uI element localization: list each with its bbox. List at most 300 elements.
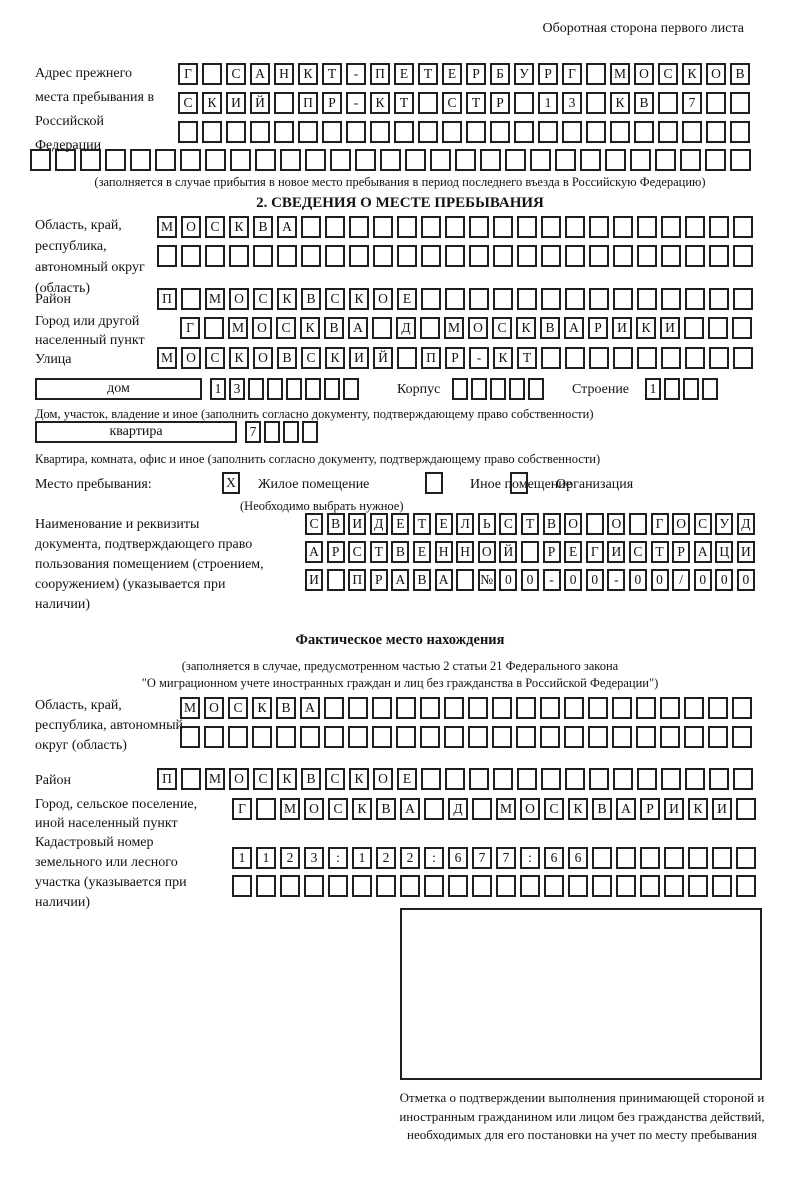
char-cell <box>592 875 612 897</box>
char-cell: Т <box>322 63 342 85</box>
char-cell <box>712 875 732 897</box>
char-cell <box>418 121 438 143</box>
char-cell: Р <box>543 541 561 563</box>
char-cell <box>430 149 451 171</box>
char-cell: С <box>226 63 246 85</box>
char-cell: 1 <box>352 847 372 869</box>
char-cell <box>302 421 318 443</box>
char-cell <box>514 121 534 143</box>
char-cell <box>424 875 444 897</box>
char-cell: С <box>629 541 647 563</box>
char-cell <box>468 726 488 748</box>
char-cell: 0 <box>651 569 669 591</box>
char-cell: С <box>328 798 348 820</box>
char-cell: 1 <box>210 378 226 400</box>
district-row <box>157 288 753 310</box>
char-cell <box>613 216 633 238</box>
prev-address-note: (заполняется в случае прибытия в новое место пребывания в период последнего въезда в Российскую Федерацию) <box>94 175 706 189</box>
char-cell <box>421 288 441 310</box>
char-cell <box>733 768 753 790</box>
char-cell: Т <box>517 347 537 369</box>
char-cell <box>283 421 299 443</box>
char-cell <box>204 726 224 748</box>
char-cell: Н <box>274 63 294 85</box>
stamp-area-box <box>400 908 762 1080</box>
char-cell: А <box>435 569 453 591</box>
char-cell: В <box>327 513 345 535</box>
char-cell: С <box>325 288 345 310</box>
char-cell <box>565 288 585 310</box>
prev-address-row-1 <box>178 63 750 85</box>
char-cell: К <box>516 317 536 339</box>
char-cell <box>445 288 465 310</box>
char-cell <box>685 288 705 310</box>
char-cell <box>661 245 681 267</box>
char-cell <box>466 121 486 143</box>
char-cell: А <box>250 63 270 85</box>
char-cell: Р <box>466 63 486 85</box>
char-cell: И <box>607 541 625 563</box>
char-cell <box>658 121 678 143</box>
char-cell: С <box>442 92 462 114</box>
char-cell: Т <box>418 63 438 85</box>
char-cell: Р <box>370 569 388 591</box>
char-cell: К <box>202 92 222 114</box>
char-cell: 0 <box>586 569 604 591</box>
char-cell <box>562 121 582 143</box>
char-cell <box>664 378 680 400</box>
char-cell <box>688 875 708 897</box>
char-cell <box>732 317 752 339</box>
ownership-doc-label: Наименование и реквизиты документа, подтверждающего право пользования помещением (строением, сооружением) (указывается при наличии) <box>35 517 264 612</box>
prev-address-row-3 <box>178 121 750 143</box>
actual-city-label: Город, сельское поселение, иной населенный пункт <box>35 797 198 831</box>
char-cell: Д <box>737 513 755 535</box>
char-cell: К <box>682 63 702 85</box>
char-cell: Ь <box>478 513 496 535</box>
char-cell <box>421 245 441 267</box>
char-cell <box>349 216 369 238</box>
char-cell: М <box>157 347 177 369</box>
char-cell <box>205 149 226 171</box>
char-cell <box>421 216 441 238</box>
page-header-note: Оборотная сторона первого листа <box>542 21 744 36</box>
char-cell: - <box>469 347 489 369</box>
char-cell <box>472 798 492 820</box>
char-cell <box>280 875 300 897</box>
char-cell <box>658 92 678 114</box>
char-cell: У <box>514 63 534 85</box>
char-cell: П <box>370 63 390 85</box>
char-cell <box>180 149 201 171</box>
char-cell: 0 <box>521 569 539 591</box>
char-cell <box>661 216 681 238</box>
char-cell: 7 <box>245 421 261 443</box>
stay-type-checkbox-residential: X <box>222 472 240 494</box>
char-cell <box>685 347 705 369</box>
char-cell: С <box>325 768 345 790</box>
char-cell <box>709 216 729 238</box>
char-cell <box>736 798 756 820</box>
char-cell <box>661 768 681 790</box>
char-cell: Т <box>651 541 669 563</box>
char-cell <box>80 149 101 171</box>
char-cell: Т <box>413 513 431 535</box>
char-cell: О <box>253 347 273 369</box>
char-cell <box>280 149 301 171</box>
char-cell <box>706 121 726 143</box>
char-cell <box>636 697 656 719</box>
char-cell: О <box>252 317 272 339</box>
char-cell <box>277 245 297 267</box>
prev-address-row-4 <box>30 149 751 171</box>
char-cell: С <box>228 697 248 719</box>
char-cell <box>612 697 632 719</box>
char-cell: М <box>280 798 300 820</box>
prev-address-label: Адрес прежнего места пребывания в Российской Федерации <box>35 66 155 153</box>
char-cell: О <box>672 513 690 535</box>
char-cell <box>586 121 606 143</box>
char-cell: М <box>444 317 464 339</box>
char-cell: М <box>228 317 248 339</box>
cadastre-row-1 <box>232 847 756 869</box>
char-cell <box>327 569 345 591</box>
char-cell <box>730 149 751 171</box>
stay-type-checkbox-organization <box>510 472 528 494</box>
char-cell <box>256 798 276 820</box>
char-cell: Е <box>391 513 409 535</box>
char-cell <box>612 726 632 748</box>
char-cell <box>330 149 351 171</box>
char-cell <box>637 245 657 267</box>
char-cell <box>324 726 344 748</box>
char-cell: М <box>157 216 177 238</box>
char-cell: П <box>348 569 366 591</box>
char-cell: С <box>658 63 678 85</box>
char-cell <box>586 63 606 85</box>
char-cell: 0 <box>629 569 647 591</box>
char-cell <box>661 288 681 310</box>
char-cell: 0 <box>737 569 755 591</box>
char-cell: К <box>277 288 297 310</box>
char-cell <box>298 121 318 143</box>
char-cell <box>372 697 392 719</box>
char-cell <box>444 697 464 719</box>
char-cell <box>205 245 225 267</box>
stay-type-option-other-premises: Иное помещение <box>470 477 572 492</box>
city-label: Город или другой населенный пункт <box>35 314 145 348</box>
stay-type-option-residential: Жилое помещение <box>258 477 370 492</box>
char-cell: И <box>664 798 684 820</box>
char-cell: А <box>300 697 320 719</box>
char-cell <box>469 216 489 238</box>
char-cell: : <box>328 847 348 869</box>
char-cell <box>349 245 369 267</box>
char-cell <box>706 92 726 114</box>
char-cell <box>248 378 264 400</box>
char-cell: А <box>400 798 420 820</box>
char-cell: С <box>276 317 296 339</box>
stay-type-option-organization: Организация <box>556 477 634 492</box>
region-label: Область, край, республика, автономный округ (область) <box>35 218 145 296</box>
char-cell <box>480 149 501 171</box>
char-cell <box>664 875 684 897</box>
char-cell: П <box>298 92 318 114</box>
char-cell <box>586 92 606 114</box>
char-cell: Г <box>586 541 604 563</box>
char-cell: В <box>543 513 561 535</box>
char-cell: М <box>205 768 225 790</box>
char-cell <box>613 768 633 790</box>
char-cell: С <box>253 288 273 310</box>
char-cell: О <box>373 768 393 790</box>
char-cell: - <box>607 569 625 591</box>
char-cell <box>520 875 540 897</box>
char-cell <box>455 149 476 171</box>
char-cell <box>250 121 270 143</box>
char-cell: К <box>300 317 320 339</box>
char-cell: О <box>478 541 496 563</box>
korpus-label: Корпус <box>397 382 441 397</box>
char-cell <box>540 726 560 748</box>
char-cell: 0 <box>499 569 517 591</box>
char-cell <box>528 378 544 400</box>
char-cell: О <box>607 513 625 535</box>
char-cell: О <box>229 288 249 310</box>
char-cell: И <box>612 317 632 339</box>
cadastre-label: Кадастровый номер земельного или лесного участка (указывается при наличии) <box>35 835 187 910</box>
char-cell <box>490 378 506 400</box>
char-cell <box>555 149 576 171</box>
char-cell: А <box>348 317 368 339</box>
char-cell <box>514 92 534 114</box>
stay-type-label: Место пребывания: <box>35 477 152 492</box>
char-cell <box>640 847 660 869</box>
char-cell: Р <box>327 541 345 563</box>
char-cell <box>709 768 729 790</box>
char-cell: А <box>391 569 409 591</box>
char-cell <box>325 216 345 238</box>
char-cell: О <box>204 697 224 719</box>
char-cell <box>708 697 728 719</box>
char-cell: Н <box>456 541 474 563</box>
char-cell: 2 <box>376 847 396 869</box>
char-cell <box>565 245 585 267</box>
char-cell <box>709 288 729 310</box>
char-cell: К <box>298 63 318 85</box>
char-cell: 6 <box>448 847 468 869</box>
char-cell <box>733 288 753 310</box>
char-cell: С <box>305 513 323 535</box>
char-cell <box>346 121 366 143</box>
char-cell <box>420 317 440 339</box>
char-cell <box>370 121 390 143</box>
char-cell <box>452 378 468 400</box>
char-cell: П <box>421 347 441 369</box>
char-cell <box>702 378 718 400</box>
char-cell: Е <box>564 541 582 563</box>
stamp-caption: Отметка о подтверждении выполнения принимающей стороной и иностранным гражданином или лицом без гражданства действий, необходимых для его постановки на учет по месту пребывания <box>399 1090 765 1142</box>
char-cell <box>708 317 728 339</box>
actual-region-row-2 <box>180 726 752 748</box>
char-cell: М <box>180 697 200 719</box>
street-row <box>157 347 753 369</box>
char-cell <box>541 768 561 790</box>
char-cell <box>355 149 376 171</box>
char-cell <box>181 245 201 267</box>
korpus-cells <box>452 378 544 400</box>
char-cell: В <box>276 697 296 719</box>
char-cell <box>541 216 561 238</box>
char-cell: П <box>157 768 177 790</box>
char-cell: 2 <box>280 847 300 869</box>
char-cell: И <box>305 569 323 591</box>
char-cell <box>680 149 701 171</box>
region-row-2 <box>157 245 753 267</box>
apartment-number-cells <box>245 421 318 443</box>
char-cell <box>580 149 601 171</box>
char-cell <box>493 216 513 238</box>
char-cell: В <box>540 317 560 339</box>
char-cell: О <box>373 288 393 310</box>
char-cell <box>372 317 392 339</box>
char-cell <box>274 92 294 114</box>
char-cell <box>469 768 489 790</box>
char-cell <box>589 288 609 310</box>
char-cell <box>264 421 280 443</box>
char-cell <box>541 347 561 369</box>
char-cell <box>253 245 273 267</box>
char-cell <box>405 149 426 171</box>
region-row-1 <box>157 216 753 238</box>
char-cell: Т <box>521 513 539 535</box>
char-cell <box>376 875 396 897</box>
char-cell: Й <box>373 347 393 369</box>
char-cell <box>300 726 320 748</box>
char-cell: О <box>634 63 654 85</box>
char-cell: О <box>564 513 582 535</box>
actual-location-title: Фактическое место нахождения <box>295 632 505 648</box>
char-cell: В <box>413 569 431 591</box>
char-cell: Й <box>499 541 517 563</box>
char-cell <box>456 569 474 591</box>
char-cell <box>420 726 440 748</box>
char-cell <box>660 697 680 719</box>
char-cell <box>230 149 251 171</box>
ownership-doc-row-2 <box>305 541 755 563</box>
char-cell: К <box>325 347 345 369</box>
char-cell: А <box>277 216 297 238</box>
char-cell <box>709 245 729 267</box>
char-cell <box>256 875 276 897</box>
char-cell <box>324 378 340 400</box>
char-cell <box>685 768 705 790</box>
char-cell: О <box>181 347 201 369</box>
char-cell: 1 <box>538 92 558 114</box>
char-cell <box>255 149 276 171</box>
char-cell <box>157 245 177 267</box>
char-cell <box>709 347 729 369</box>
char-cell <box>685 216 705 238</box>
char-cell <box>492 726 512 748</box>
char-cell: - <box>346 63 366 85</box>
char-cell <box>712 847 732 869</box>
char-cell <box>589 245 609 267</box>
char-cell: А <box>694 541 712 563</box>
char-cell <box>640 875 660 897</box>
char-cell <box>634 121 654 143</box>
char-cell: Т <box>466 92 486 114</box>
char-cell: М <box>205 288 225 310</box>
city-row <box>180 317 752 339</box>
char-cell: К <box>568 798 588 820</box>
char-cell <box>304 875 324 897</box>
char-cell: С <box>301 347 321 369</box>
char-cell <box>516 726 536 748</box>
char-cell <box>468 697 488 719</box>
char-cell <box>730 92 750 114</box>
actual-district-row <box>157 768 753 790</box>
char-cell <box>637 216 657 238</box>
char-cell: И <box>226 92 246 114</box>
char-cell <box>564 726 584 748</box>
char-cell <box>202 121 222 143</box>
char-cell <box>661 347 681 369</box>
char-cell <box>736 875 756 897</box>
char-cell: Д <box>396 317 416 339</box>
char-cell <box>397 347 417 369</box>
char-cell: К <box>610 92 630 114</box>
char-cell <box>517 768 537 790</box>
char-cell <box>733 347 753 369</box>
char-cell <box>493 245 513 267</box>
char-cell <box>517 216 537 238</box>
char-cell <box>105 149 126 171</box>
stay-type-note: (Необходимо выбрать нужное) <box>240 499 404 513</box>
char-cell: И <box>737 541 755 563</box>
char-cell <box>655 149 676 171</box>
district-label: Район <box>35 292 71 307</box>
char-cell <box>517 245 537 267</box>
char-cell <box>540 697 560 719</box>
char-cell: М <box>610 63 630 85</box>
char-cell: / <box>672 569 690 591</box>
char-cell <box>301 245 321 267</box>
char-cell: Н <box>435 541 453 563</box>
char-cell: А <box>305 541 323 563</box>
char-cell <box>394 121 414 143</box>
char-cell <box>325 245 345 267</box>
char-cell <box>448 875 468 897</box>
char-cell: В <box>634 92 654 114</box>
char-cell: Р <box>640 798 660 820</box>
char-cell <box>636 726 656 748</box>
actual-region-label: Область, край, республика, автономный округ (область) <box>35 698 184 753</box>
char-cell: 6 <box>568 847 588 869</box>
char-cell <box>305 149 326 171</box>
char-cell <box>252 726 272 748</box>
char-cell: Р <box>490 92 510 114</box>
char-cell <box>541 245 561 267</box>
char-cell: С <box>544 798 564 820</box>
char-cell <box>496 875 516 897</box>
char-cell: 3 <box>229 378 245 400</box>
char-cell <box>424 798 444 820</box>
char-cell: И <box>348 513 366 535</box>
actual-location-note-2: "О миграционном учете иностранных граждан и лиц без гражданства в Российской Федерации") <box>141 676 659 690</box>
char-cell: К <box>349 288 369 310</box>
char-cell: С <box>348 541 366 563</box>
